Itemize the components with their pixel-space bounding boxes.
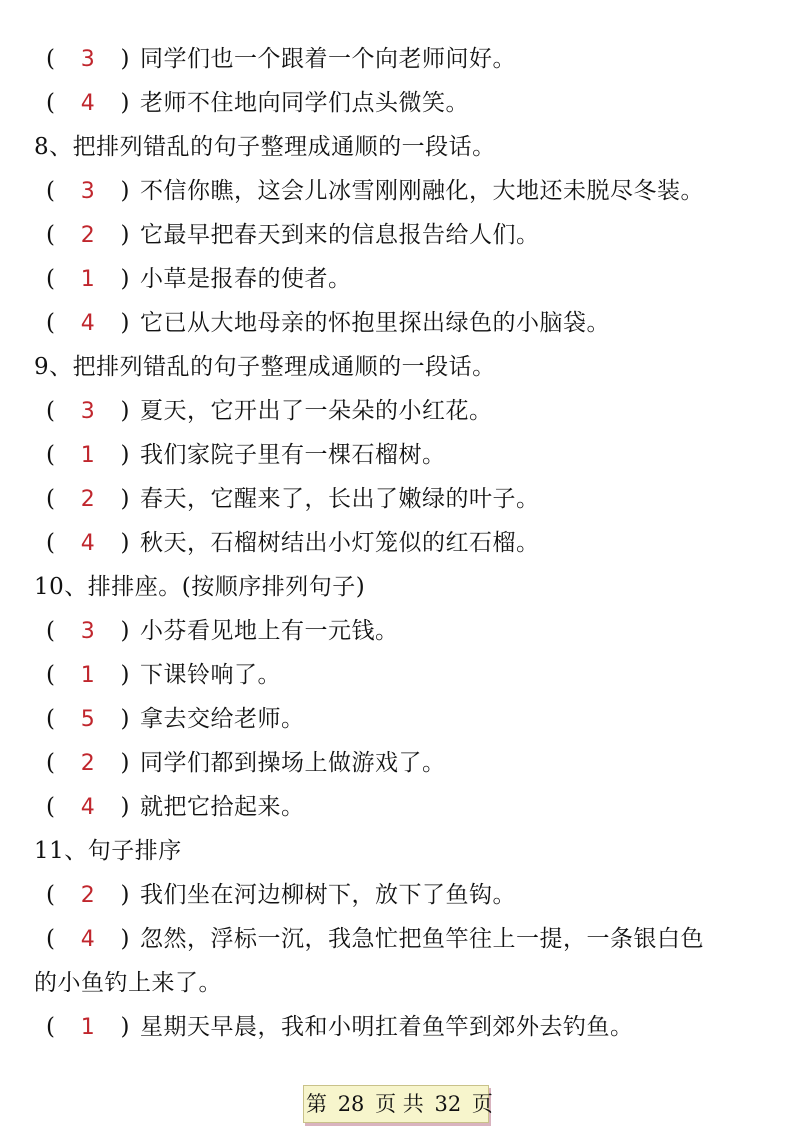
answer-item	[0, 477, 800, 521]
order-number: 1	[80, 1015, 96, 1040]
close-paren: )	[120, 90, 130, 116]
heading-text: 11、句子排序	[34, 838, 182, 864]
sentence-text: 小草是报春的使者。	[140, 266, 352, 292]
heading-text: 8、把排列错乱的句子整理成通顺的一段话。	[34, 134, 496, 160]
open-paren: (	[46, 1014, 56, 1040]
sentence-text: 就把它拾起来。	[140, 794, 305, 820]
open-paren: (	[46, 46, 56, 72]
open-paren: (	[46, 706, 56, 732]
close-paren: )	[120, 882, 130, 908]
close-paren: )	[120, 706, 130, 732]
sentence-text: 它最早把春天到来的信息报告给人们。	[140, 222, 540, 248]
answer-item	[0, 81, 800, 125]
sentence-text: 秋天，石榴树结出小灯笼似的红石榴。	[140, 530, 540, 556]
answer-item	[0, 433, 800, 477]
sentence-continuation: 的小鱼钓上来了。	[34, 970, 222, 996]
order-number: 1	[80, 663, 96, 688]
open-paren: (	[46, 266, 56, 292]
answer-item	[0, 653, 800, 697]
close-paren: )	[120, 926, 130, 952]
close-paren: )	[120, 662, 130, 688]
close-paren: )	[120, 178, 130, 204]
footer-prefix: 第	[306, 1092, 327, 1116]
question-heading	[0, 829, 800, 873]
close-paren: )	[120, 310, 130, 336]
answer-item	[0, 169, 800, 213]
open-paren: (	[46, 926, 56, 952]
answer-item	[0, 1005, 800, 1049]
open-paren: (	[46, 618, 56, 644]
question-heading	[0, 125, 800, 169]
footer-suffix: 页	[471, 1092, 493, 1116]
sentence-text: 春天，它醒来了，长出了嫩绿的叶子。	[140, 486, 540, 512]
answer-item	[0, 213, 800, 257]
close-paren: )	[120, 618, 130, 644]
close-paren: )	[120, 442, 130, 468]
question-heading	[0, 345, 800, 389]
open-paren: (	[46, 662, 56, 688]
answer-item	[0, 917, 800, 961]
sentence-text: 我们坐在河边柳树下，放下了鱼钩。	[140, 882, 516, 908]
sentence-text: 拿去交给老师。	[140, 706, 305, 732]
close-paren: )	[120, 750, 130, 776]
order-number: 4	[80, 927, 96, 952]
sentence-text: 星期天早晨，我和小明扛着鱼竿到郊外去钓鱼。	[140, 1014, 634, 1040]
page-footer	[303, 1085, 493, 1123]
open-paren: (	[46, 486, 56, 512]
answer-item	[0, 873, 800, 917]
open-paren: (	[46, 90, 56, 116]
close-paren: )	[120, 1014, 130, 1040]
order-number: 3	[80, 179, 96, 204]
answer-item	[0, 609, 800, 653]
close-paren: )	[120, 486, 130, 512]
open-paren: (	[46, 442, 56, 468]
document-body	[0, 37, 800, 1049]
answer-item	[0, 257, 800, 301]
footer-page-number: 28	[337, 1092, 365, 1116]
sentence-text: 同学们都到操场上做游戏了。	[140, 750, 446, 776]
footer-middle: 页 共	[375, 1092, 424, 1116]
answer-item	[0, 741, 800, 785]
order-number: 4	[80, 311, 96, 336]
open-paren: (	[46, 530, 56, 556]
order-number: 2	[80, 223, 96, 248]
sentence-text: 同学们也一个跟着一个向老师问好。	[140, 46, 516, 72]
heading-text: 9、把排列错乱的句子整理成通顺的一段话。	[34, 354, 496, 380]
order-number: 2	[80, 487, 96, 512]
open-paren: (	[46, 398, 56, 424]
close-paren: )	[120, 222, 130, 248]
sentence-text: 老师不住地向同学们点头微笑。	[140, 90, 469, 116]
open-paren: (	[46, 750, 56, 776]
order-number: 4	[80, 531, 96, 556]
close-paren: )	[120, 266, 130, 292]
close-paren: )	[120, 46, 130, 72]
answer-item	[0, 697, 800, 741]
order-number: 3	[80, 399, 96, 424]
order-number: 3	[80, 47, 96, 72]
close-paren: )	[120, 398, 130, 424]
sentence-text: 不信你瞧，这会儿冰雪刚刚融化，大地还未脱尽冬装。	[140, 178, 704, 204]
sentence-text: 忽然，浮标一沉，我急忙把鱼竿往上一提，一条银白色	[140, 926, 704, 952]
close-paren: )	[120, 530, 130, 556]
open-paren: (	[46, 178, 56, 204]
sentence-text: 下课铃响了。	[140, 662, 281, 688]
answer-item	[0, 521, 800, 565]
answer-item	[0, 785, 800, 829]
question-heading	[0, 565, 800, 609]
heading-text: 10、排排座。(按顺序排列句子)	[34, 574, 366, 600]
order-number: 1	[80, 267, 96, 292]
order-number: 3	[80, 619, 96, 644]
open-paren: (	[46, 794, 56, 820]
order-number: 2	[80, 751, 96, 776]
order-number: 4	[80, 91, 96, 116]
order-number: 4	[80, 795, 96, 820]
order-number: 2	[80, 883, 96, 908]
open-paren: (	[46, 310, 56, 336]
answer-item	[0, 37, 800, 81]
close-paren: )	[120, 794, 130, 820]
sentence-text: 夏天，它开出了一朵朵的小红花。	[140, 398, 493, 424]
wrapped-line	[0, 961, 800, 1005]
open-paren: (	[46, 222, 56, 248]
order-number: 5	[80, 707, 96, 732]
sentence-text: 它已从大地母亲的怀抱里探出绿色的小脑袋。	[140, 310, 610, 336]
sentence-text: 我们家院子里有一棵石榴树。	[140, 442, 446, 468]
open-paren: (	[46, 882, 56, 908]
order-number: 1	[80, 443, 96, 468]
sentence-text: 小芬看见地上有一元钱。	[140, 618, 399, 644]
answer-item	[0, 301, 800, 345]
answer-item	[0, 389, 800, 433]
footer-total-pages: 32	[434, 1092, 462, 1116]
